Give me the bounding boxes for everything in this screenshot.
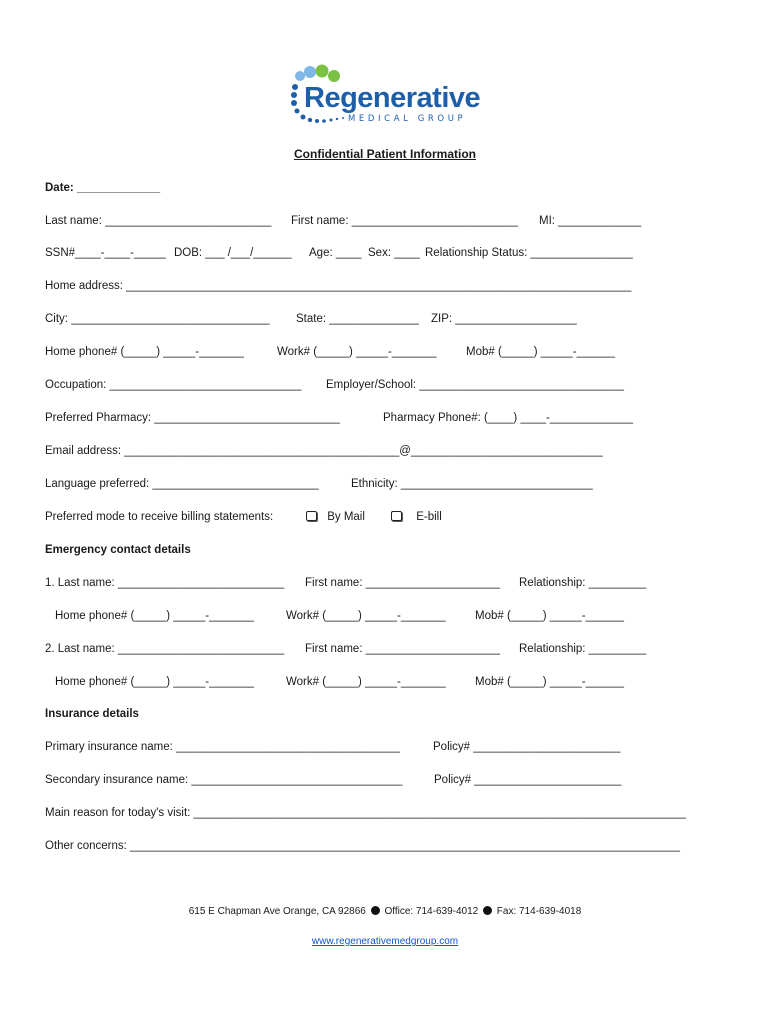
mi-field[interactable]: MI: _____________ — [539, 215, 642, 227]
contact1-last-name-field[interactable]: 1. Last name: __________________________ — [45, 577, 285, 589]
footer-fax: Fax: 714-639-4018 — [496, 906, 582, 917]
bullet-icon — [483, 906, 492, 915]
zip-field[interactable]: ZIP: ___________________ — [431, 313, 577, 325]
city-field[interactable]: City: _______________________________ — [45, 313, 270, 325]
email-field[interactable]: Email address: ___________________________________________@______________________________ — [45, 445, 603, 457]
last-name-field[interactable]: Last name: __________________________ — [45, 215, 272, 227]
occupation-field[interactable]: Occupation: ______________________________ — [45, 379, 302, 391]
secondary-insurance-field[interactable]: Secondary insurance name: _________________________________ — [45, 774, 403, 786]
by-mail-label: By Mail — [327, 511, 365, 523]
ebill-label: E-bill — [416, 511, 442, 523]
visit-reason-field[interactable]: Main reason for today's visit: _____________________________________________________________________________ — [45, 807, 687, 819]
ssn-field[interactable]: SSN#____-____-_____ — [45, 247, 166, 259]
primary-policy-field[interactable]: Policy# _______________________ — [433, 741, 621, 753]
age-field[interactable]: Age: ____ — [309, 247, 362, 259]
emergency-heading: Emergency contact details — [45, 544, 191, 556]
contact1-home-phone-field[interactable]: Home phone# (_____) _____-_______ — [55, 610, 254, 622]
ebill-option[interactable] — [388, 510, 442, 524]
dob-field[interactable]: DOB: ___ /___/______ — [174, 247, 292, 259]
footer-contact — [0, 906, 770, 917]
footer-address: 615 E Chapman Ave Orange, CA 92866 — [188, 906, 366, 917]
contact2-work-phone-field[interactable]: Work# (_____) _____-_______ — [286, 676, 446, 688]
contact1-relationship-field[interactable]: Relationship: _________ — [519, 577, 647, 589]
pharmacy-phone-field[interactable]: Pharmacy Phone#: (____) ____-_____________ — [383, 412, 633, 424]
contact1-mob-phone-field[interactable]: Mob# (_____) _____-______ — [475, 610, 624, 622]
contact1-work-phone-field[interactable]: Work# (_____) _____-_______ — [286, 610, 446, 622]
employer-field[interactable]: Employer/School: ________________________________ — [326, 379, 624, 391]
page-title: Confidential Patient Information — [294, 147, 476, 161]
footer-office-phone: Office: 714-639-4012 — [384, 906, 479, 917]
contact2-first-name-field[interactable]: First name: _____________________ — [305, 643, 501, 655]
home-phone-field[interactable]: Home phone# (_____) _____-_______ — [45, 346, 244, 358]
home-address-field[interactable]: Home address: _______________________________________________________________________________ — [45, 280, 632, 292]
bullet-icon — [371, 906, 380, 915]
by-mail-checkbox[interactable] — [306, 511, 317, 521]
contact2-last-name-field[interactable]: 2. Last name: __________________________ — [45, 643, 285, 655]
ethnicity-field[interactable]: Ethnicity: ______________________________ — [351, 478, 593, 490]
relationship-status-field[interactable]: Relationship Status: ________________ — [425, 247, 633, 259]
language-field[interactable]: Language preferred: __________________________ — [45, 478, 319, 490]
mob-phone-field[interactable]: Mob# (_____) _____-______ — [466, 346, 615, 358]
first-name-field[interactable]: First name: __________________________ — [291, 215, 518, 227]
logo-wordmark: Regenerative — [304, 82, 481, 114]
billing-label: Preferred mode to receive billing statements: — [45, 511, 274, 523]
website-link[interactable]: www.regenerativemedgroup.com — [311, 936, 459, 947]
other-concerns-field[interactable]: Other concerns: ______________________________________________________________________________________ — [45, 840, 681, 852]
date-field[interactable]: Date: _____________ — [45, 182, 161, 194]
sex-field[interactable]: Sex: ____ — [368, 247, 420, 259]
contact1-first-name-field[interactable]: First name: _____________________ — [305, 577, 501, 589]
logo-subtitle: MEDICAL GROUP — [348, 114, 467, 124]
ebill-checkbox[interactable] — [391, 511, 402, 521]
by-mail-option[interactable] — [303, 510, 365, 524]
contact2-mob-phone-field[interactable]: Mob# (_____) _____-______ — [475, 676, 624, 688]
work-phone-field[interactable]: Work# (_____) _____-_______ — [277, 346, 437, 358]
secondary-policy-field[interactable]: Policy# _______________________ — [434, 774, 622, 786]
pharmacy-field[interactable]: Preferred Pharmacy: _____________________________ — [45, 412, 340, 424]
state-field[interactable]: State: ______________ — [296, 313, 419, 325]
contact2-home-phone-field[interactable]: Home phone# (_____) _____-_______ — [55, 676, 254, 688]
primary-insurance-field[interactable]: Primary insurance name: ___________________________________ — [45, 741, 400, 753]
insurance-heading: Insurance details — [45, 708, 139, 720]
regenerative-logo — [290, 64, 480, 128]
contact2-relationship-field[interactable]: Relationship: _________ — [519, 643, 647, 655]
